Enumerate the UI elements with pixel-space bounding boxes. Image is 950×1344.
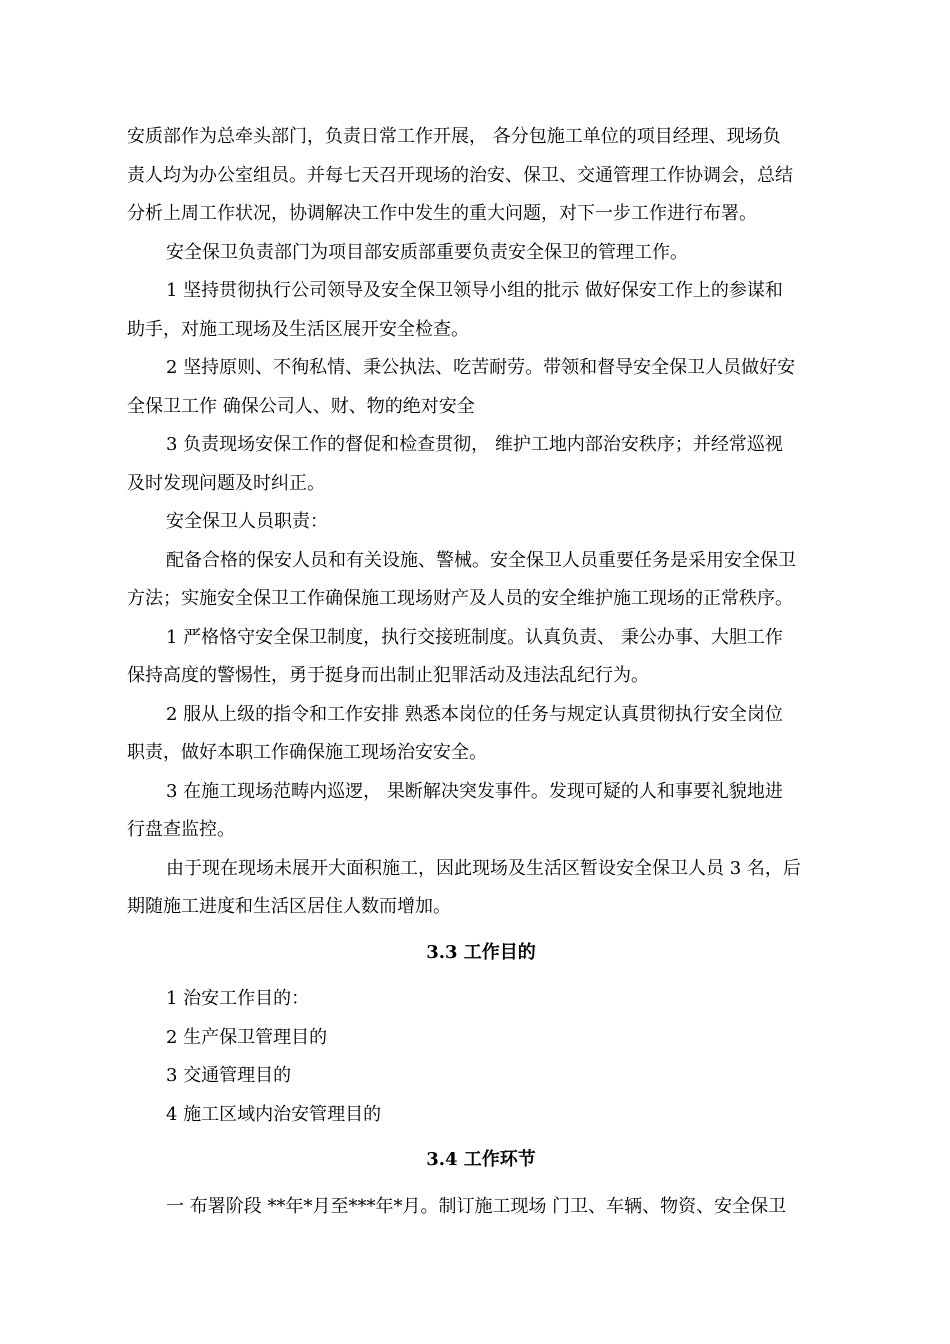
paragraph-line: 行盘查监控。 <box>127 819 235 840</box>
list-item: 2 生产保卫管理目的 <box>166 1026 328 1048</box>
paragraph <box>127 773 835 850</box>
list-item: 3 交通管理目的 <box>166 1065 292 1086</box>
paragraph-line: 全保卫工作 确保公司人、财、物的绝对安全 <box>127 395 475 417</box>
paragraph-line: 由于现在现场未展开大面积施工，因此现场及生活区暂设安全保卫人员 3 名，后 <box>166 857 801 879</box>
section-3-3-list <box>127 980 835 1134</box>
paragraph-line: 安全保卫人员职责： <box>166 511 328 532</box>
paragraph-line: 安质部作为总牵头部门，负责日常工作开展， 各分包施工单位的项目经理、现场负 <box>127 126 781 147</box>
paragraph <box>127 850 835 927</box>
paragraph-line: 2 服从上级的指令和工作安排 熟悉本岗位的任务与规定认真贯彻执行安全岗位 <box>166 703 783 725</box>
list-item: 1 治安工作目的： <box>166 988 310 1009</box>
paragraph <box>127 349 835 426</box>
paragraph <box>127 118 835 234</box>
paragraph-deployment-stage: 一 布署阶段 **年*月至***年*月。制订施工现场 门卫、车辆、物资、安全保卫 <box>166 1195 787 1217</box>
paragraph-line: 职责，做好本职工作确保施工现场治安安全。 <box>127 742 487 763</box>
section-heading-3-4: 3.4 工作环节 <box>426 1149 536 1170</box>
paragraph <box>127 234 835 273</box>
paragraph-line: 及时发现问题及时纠正。 <box>127 472 325 494</box>
paragraph-line: 分析上周工作状况，协调解决工作中发生的重大问题，对下一步工作进行布署。 <box>127 203 757 224</box>
paragraph-line: 1 严格恪守安全保卫制度，执行交接班制度。认真负责、 秉公办事、大胆工作 <box>166 626 783 648</box>
paragraph <box>127 272 835 349</box>
section-heading-3-3: 3.3 工作目的 <box>426 941 536 963</box>
paragraph-line: 保持高度的警惕性，勇于挺身而出制止犯罪活动及违法乱纪行为。 <box>127 665 649 686</box>
paragraph-line: 1 坚持贯彻执行公司领导及安全保卫领导小组的批示 做好保安工作上的参谋和 <box>166 280 783 301</box>
paragraph-line: 期随施工进度和生活区居住人数而增加。 <box>127 896 451 917</box>
paragraph <box>127 542 835 619</box>
paragraph-line: 3 负责现场安保工作的督促和检查贯彻， 维护工地内部治安秩序；并经常巡视 <box>166 434 783 455</box>
paragraph-line: 2 坚持原则、不徇私情、秉公执法、吃苦耐劳。带领和督导安全保卫人员做好安 <box>166 357 796 378</box>
paragraph-line: 3 在施工现场范畴内巡逻， 果断解决突发事件。发现可疑的人和事要礼貌地进 <box>166 780 783 802</box>
document-body <box>127 118 835 1226</box>
list-item: 4 施工区域内治安管理目的 <box>166 1103 382 1125</box>
paragraph <box>127 696 835 773</box>
paragraph-group-responsibilities <box>127 118 835 927</box>
paragraph-line: 助手，对施工现场及生活区展开安全检查。 <box>127 318 469 340</box>
paragraph <box>127 426 835 503</box>
paragraph-line: 配备合格的保安人员和有关设施、警械。安全保卫人员重要任务是采用安全保卫 <box>166 549 796 571</box>
paragraph-line: 方法；实施安全保卫工作确保施工现场财产及人员的安全维护施工现场的正常秩序。 <box>127 588 793 609</box>
paragraph-line: 责人均为办公室组员。并每七天召开现场的治安、保卫、交通管理工作协调会，总结 <box>127 164 793 186</box>
paragraph <box>127 503 835 542</box>
paragraph-line: 安全保卫负责部门为项目部安质部重要负责安全保卫的管理工作。 <box>166 241 688 263</box>
paragraph <box>127 619 835 696</box>
